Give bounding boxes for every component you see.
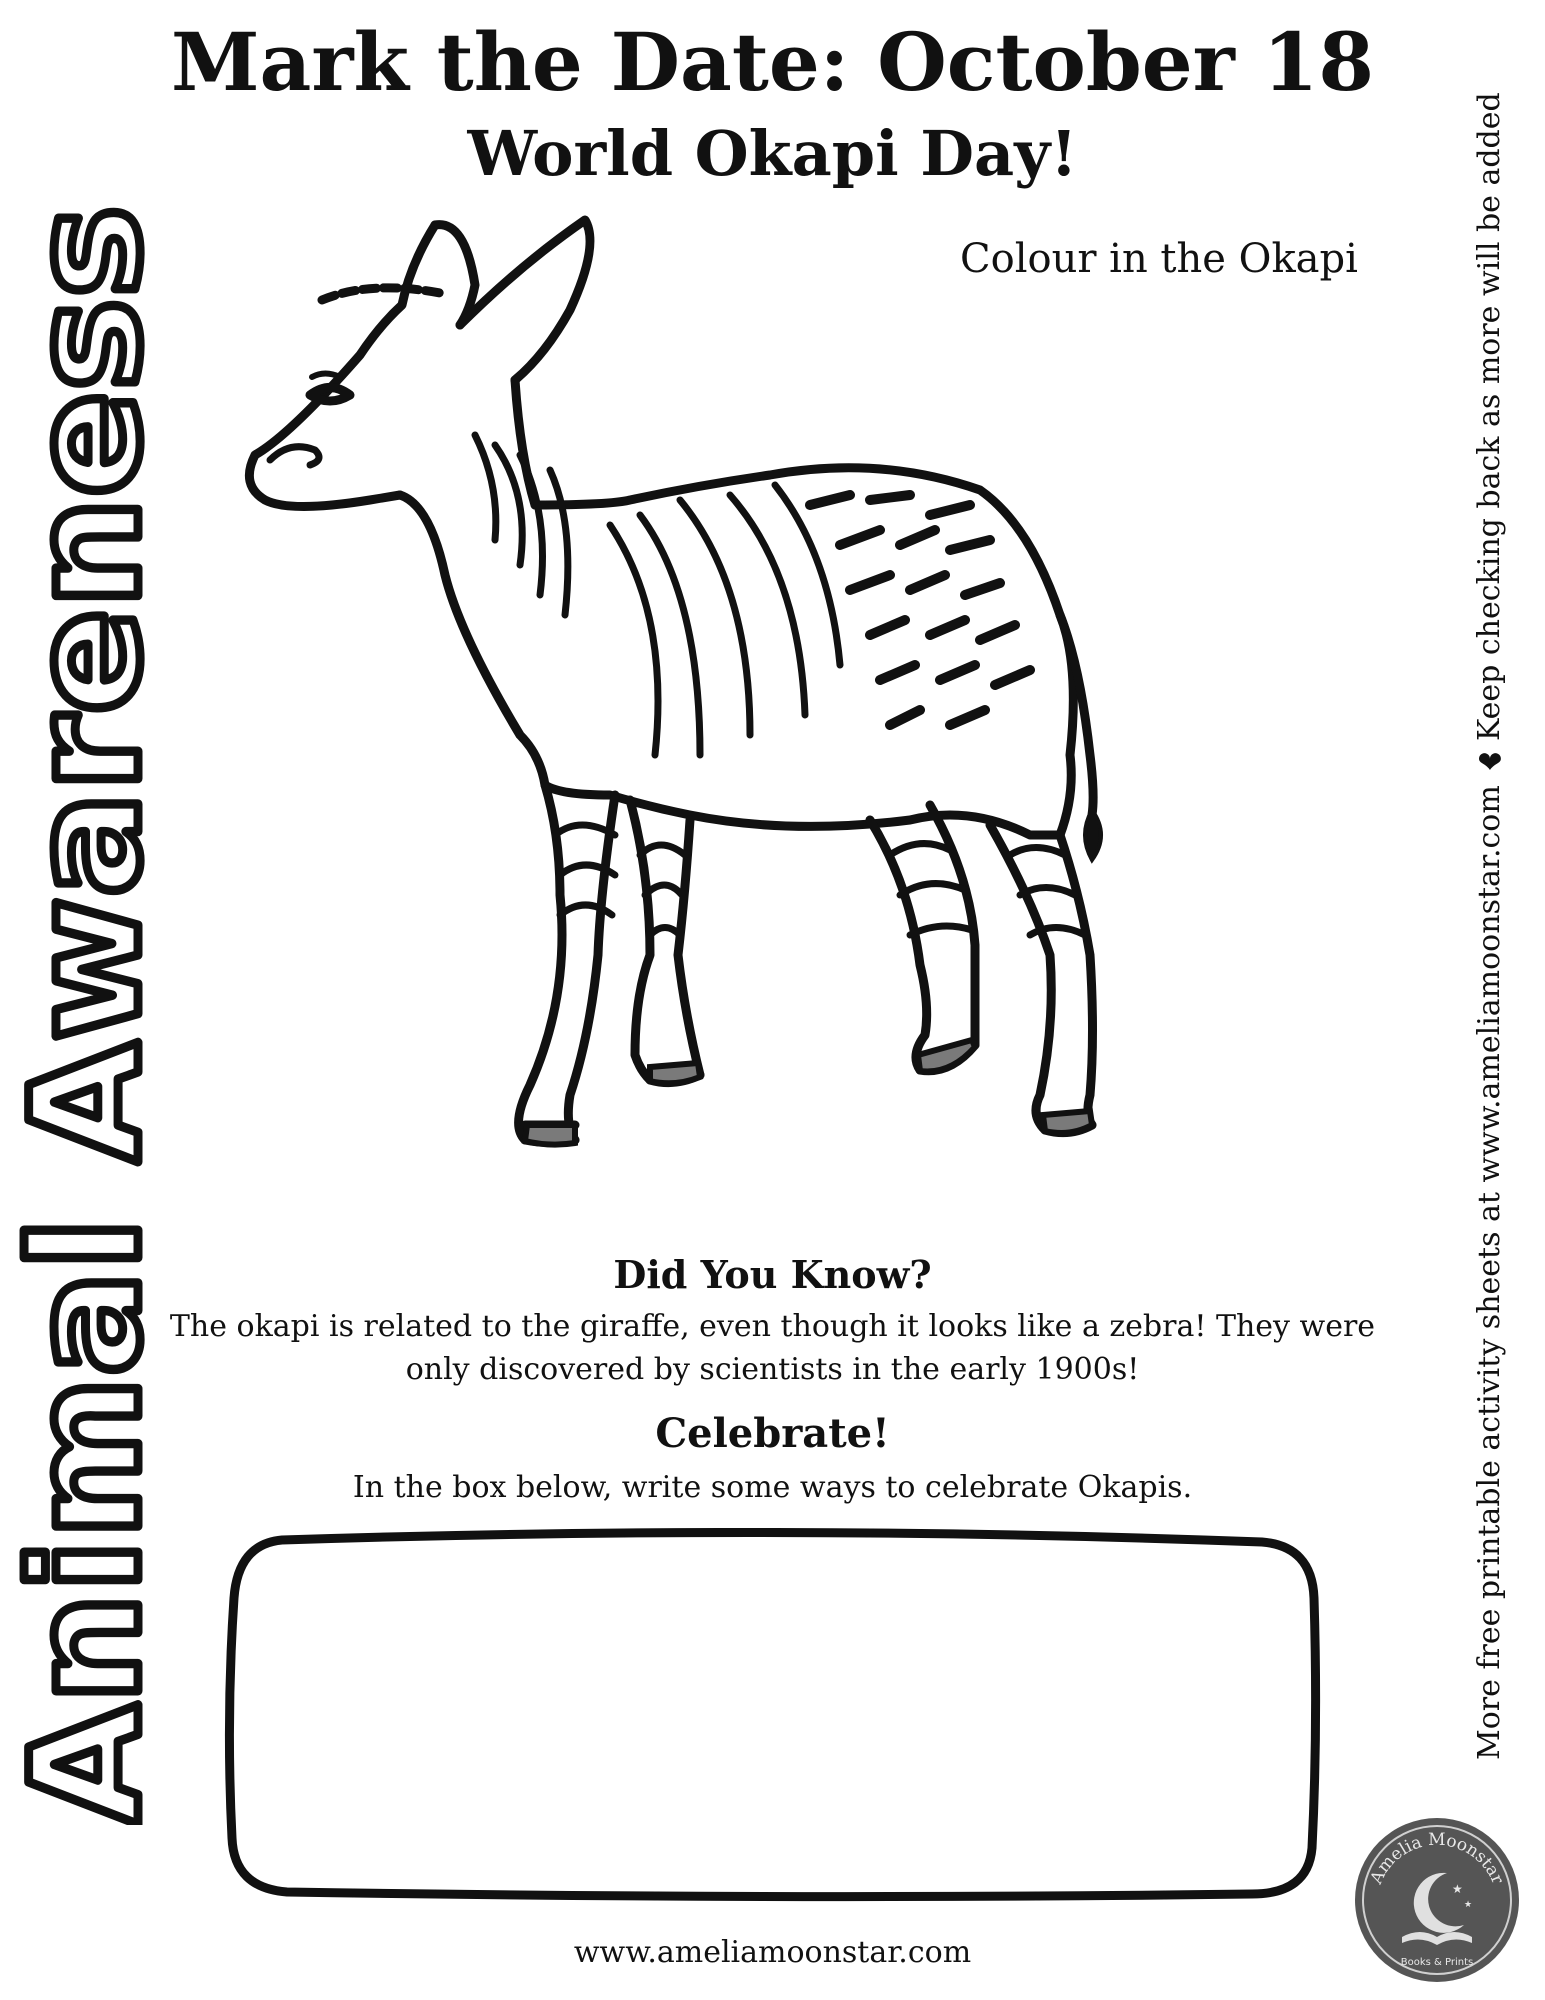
- heart-icon: ❤: [1477, 745, 1503, 781]
- celebrate-text: In the box below, write some ways to celebrate Okapis.: [352, 1470, 1193, 1505]
- celebrate-heading: Celebrate!: [655, 1410, 890, 1457]
- writing-box[interactable]: [222, 1528, 1322, 1903]
- star-icon: ★: [1452, 1882, 1463, 1896]
- side-note: [1470, 60, 1510, 1760]
- footer-url[interactable]: www.ameliamoonstar.com: [573, 1935, 972, 1970]
- side-note-checkback-text: Keep checking back as more will be added: [1472, 92, 1507, 741]
- page-subtitle: World Okapi Day!: [467, 117, 1078, 190]
- side-title-text: Animal Awareness: [10, 270, 170, 1825]
- page-title: Mark the Date: October 18: [170, 15, 1374, 109]
- did-you-know-text: The okapi is related to the giraffe, even though it looks like a zebra! They were only discovered by scientists in the early 1900s!: [169, 1309, 1376, 1387]
- side-title: [10, 185, 170, 1825]
- logo-name: Amelia Moonstar: [1366, 1829, 1508, 1888]
- colouring-instruction: Colour in the Okapi: [960, 236, 1358, 282]
- star-icon: ★: [1464, 1899, 1473, 1909]
- logo-tagline: Books & Prints: [1400, 1957, 1474, 1968]
- side-note-website-text: More free printable activity sheets at www.ameliamoonstar.com: [1472, 785, 1507, 1760]
- okapi-illustration: [230, 195, 1310, 1235]
- did-you-know-heading: Did You Know?: [613, 1252, 932, 1297]
